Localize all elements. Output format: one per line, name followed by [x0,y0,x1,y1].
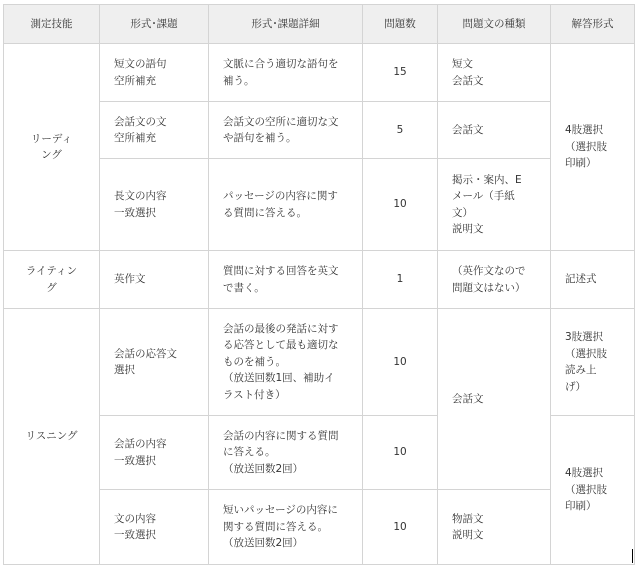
skill-cell: リスニング [4,309,100,565]
question-type-cell: 会話文 [438,309,551,490]
header-question-type: 問題文の種類 [438,5,551,44]
format-cell: 会話の内容 一致選択 [100,416,209,490]
header-format: 形式･課題 [100,5,209,44]
skill-cell: ライティン グ [4,251,100,309]
answer-format-cell: 3肢選択 （選択肢 読み上 げ） [551,309,635,416]
question-type-cell: 物語文 説明文 [438,490,551,565]
question-type-cell: 会話文 [438,102,551,159]
count-cell: 15 [363,44,438,102]
skill-cell: リーディ ング [4,44,100,251]
corner-mark [632,549,633,563]
question-type-cell: （英作文なので 問題文はない） [438,251,551,309]
format-cell: 文の内容 一致選択 [100,490,209,565]
header-answer-format: 解答形式 [551,5,635,44]
header-format-detail: 形式･課題詳細 [209,5,363,44]
format-cell: 短文の語句 空所補充 [100,44,209,102]
count-cell: 10 [363,416,438,490]
count-cell: 10 [363,159,438,251]
question-type-cell: 掲示・案内、E メール（手紙 文） 説明文 [438,159,551,251]
table-row [4,309,635,416]
count-cell: 1 [363,251,438,309]
detail-cell: 会話の内容に関する質問 に答える。 （放送回数2回） [209,416,363,490]
count-cell: 5 [363,102,438,159]
detail-cell: 会話文の空所に適切な文 や語句を補う。 [209,102,363,159]
format-cell: 英作文 [100,251,209,309]
header-skill: 測定技能 [4,5,100,44]
detail-cell: 会話の最後の発話に対す る応答として最も適切な ものを補う。 （放送回数1回、補助イ ラスト付き） [209,309,363,416]
question-type-cell: 短文 会話文 [438,44,551,102]
answer-format-cell: 4肢選択 （選択肢 印刷） [551,416,635,565]
format-cell: 会話の応答文 選択 [100,309,209,416]
format-cell: 会話文の文 空所補充 [100,102,209,159]
answer-format-cell: 記述式 [551,251,635,309]
answer-format-cell: 4肢選択 （選択肢 印刷） [551,44,635,251]
table-header-row [4,5,635,44]
table-row [4,44,635,102]
header-question-count: 問題数 [363,5,438,44]
detail-cell: パッセージの内容に関す る質問に答える。 [209,159,363,251]
detail-cell: 質問に対する回答を英文 で書く。 [209,251,363,309]
exam-format-table [3,4,635,565]
format-cell: 長文の内容 一致選択 [100,159,209,251]
count-cell: 10 [363,309,438,416]
detail-cell: 文脈に合う適切な語句を 補う。 [209,44,363,102]
detail-cell: 短いパッセージの内容に 関する質問に答える。 （放送回数2回） [209,490,363,565]
table-row [4,251,635,309]
count-cell: 10 [363,490,438,565]
